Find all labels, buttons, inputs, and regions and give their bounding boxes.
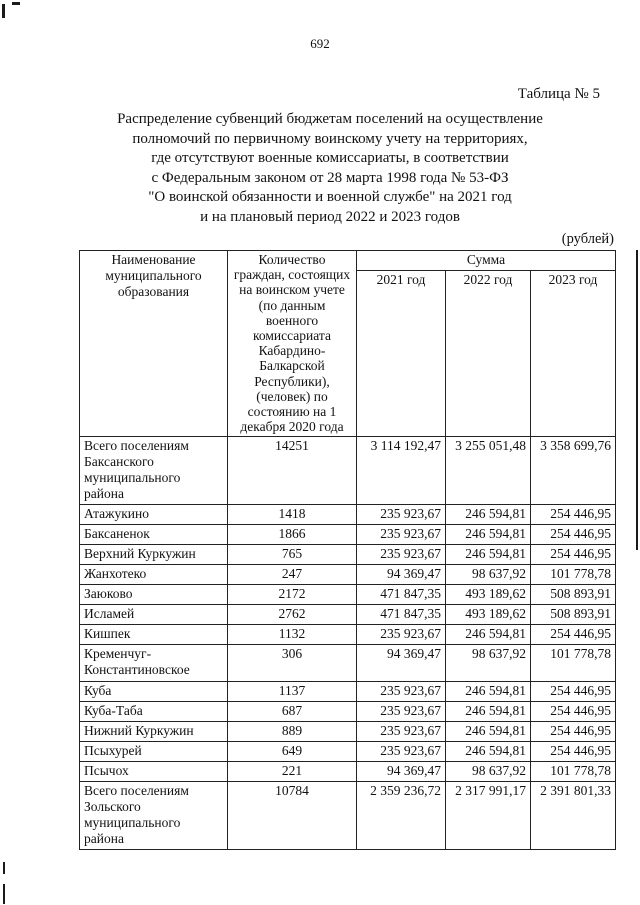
cell-count: 765	[228, 545, 357, 565]
cell-2021: 94 369,47	[357, 645, 446, 682]
cell-2022: 98 637,92	[446, 565, 531, 585]
cell-2023: 2 391 801,33	[531, 782, 616, 850]
table-row	[80, 762, 616, 782]
cell-name: Атажукино	[80, 505, 228, 525]
header-sum: Сумма	[357, 251, 616, 271]
cell-2023: 508 893,91	[531, 605, 616, 625]
cell-2021: 235 923,67	[357, 545, 446, 565]
table-row	[80, 625, 616, 645]
cell-2021: 3 114 192,47	[357, 437, 446, 505]
cell-count: 889	[228, 722, 357, 742]
table-row	[80, 645, 616, 682]
cell-2022: 98 637,92	[446, 762, 531, 782]
cell-2021: 235 923,67	[357, 682, 446, 702]
cell-2023: 254 446,95	[531, 702, 616, 722]
cell-2022: 2 317 991,17	[446, 782, 531, 850]
cell-count: 306	[228, 645, 357, 682]
cell-2022: 246 594,81	[446, 525, 531, 545]
table-label: Таблица № 5	[517, 86, 600, 102]
title-line: полномочий по первичному воинскому учету на территориях,	[132, 130, 528, 147]
cell-name: Заюково	[80, 585, 228, 605]
cell-name: Псыхурей	[80, 742, 228, 762]
table-row	[80, 545, 616, 565]
header-count: Количество граждан, состоящих на воинском учете (по данным военного комиссариата Кабардино-Балкарской Республики), (человек) по состоянию на 1 декабря 2020 года	[228, 251, 357, 437]
title-line: "О воинской обязанности и военной службе" на 2021 год	[148, 189, 512, 205]
cell-count: 687	[228, 702, 357, 722]
cell-2021: 235 923,67	[357, 742, 446, 762]
units-label: (рублей)	[561, 231, 614, 247]
cell-count: 2762	[228, 605, 357, 625]
header-2021: 2021 год	[357, 271, 446, 437]
cell-name: Нижний Куркужин	[80, 722, 228, 742]
cell-2023: 254 446,95	[531, 505, 616, 525]
title-line: Распределение субвенций бюджетам поселений на осуществление	[117, 111, 543, 127]
cell-2023: 101 778,78	[531, 565, 616, 585]
cell-2021: 471 847,35	[357, 605, 446, 625]
table-row	[80, 505, 616, 525]
cell-2022: 246 594,81	[446, 682, 531, 702]
scan-edge-mark-top	[12, 2, 20, 5]
cell-count: 1137	[228, 682, 357, 702]
cell-2023: 3 358 699,76	[531, 437, 616, 505]
cell-2022: 493 189,62	[446, 605, 531, 625]
cell-2021: 235 923,67	[357, 505, 446, 525]
cell-2022: 246 594,81	[446, 545, 531, 565]
cell-count: 1418	[228, 505, 357, 525]
cell-2023: 101 778,78	[531, 762, 616, 782]
table-row	[80, 605, 616, 625]
cell-2023: 101 778,78	[531, 645, 616, 682]
cell-name: Псычох	[80, 762, 228, 782]
cell-count: 221	[228, 762, 357, 782]
cell-2023: 508 893,91	[531, 585, 616, 605]
header-name: Наименование муниципального образования	[80, 251, 228, 437]
title-line: и на плановый период 2022 и 2023 годов	[200, 208, 460, 225]
title-line: с Федеральным законом от 28 марта 1998 года № 53-ФЗ	[151, 169, 509, 186]
page-number: 692	[310, 36, 330, 51]
cell-name: Баксаненок	[80, 525, 228, 545]
table-row	[80, 565, 616, 585]
header-2023: 2023 год	[531, 271, 616, 437]
document-title	[60, 110, 600, 227]
cell-2023: 254 446,95	[531, 525, 616, 545]
cell-2022: 246 594,81	[446, 505, 531, 525]
subvention-table	[79, 250, 616, 850]
cell-count: 247	[228, 565, 357, 585]
cell-2022: 493 189,62	[446, 585, 531, 605]
cell-name: Верхний Куркужин	[80, 545, 228, 565]
scan-edge-mark-bottom-left-2	[3, 884, 5, 904]
cell-2021: 235 923,67	[357, 625, 446, 645]
table-row	[80, 585, 616, 605]
cell-name: Куба	[80, 682, 228, 702]
cell-2023: 254 446,95	[531, 722, 616, 742]
cell-2021: 235 923,67	[357, 525, 446, 545]
cell-name: Жанхотеко	[80, 565, 228, 585]
title-line: где отсутствуют военные комиссариаты, в соответствии	[151, 150, 509, 166]
cell-count: 1866	[228, 525, 357, 545]
cell-name: Куба-Таба	[80, 702, 228, 722]
cell-2022: 98 637,92	[446, 645, 531, 682]
cell-count: 14251	[228, 437, 357, 505]
cell-name: Кременчуг-Константиновское	[80, 645, 228, 682]
cell-2022: 246 594,81	[446, 625, 531, 645]
header-2022: 2022 год	[446, 271, 531, 437]
cell-2022: 246 594,81	[446, 722, 531, 742]
cell-2021: 235 923,67	[357, 702, 446, 722]
cell-count: 2172	[228, 585, 357, 605]
cell-name: Всего поселениям Зольского муниципального района	[80, 782, 228, 850]
cell-2021: 2 359 236,72	[357, 782, 446, 850]
cell-2022: 246 594,81	[446, 702, 531, 722]
table-row	[80, 437, 616, 505]
cell-2021: 94 369,47	[357, 762, 446, 782]
cell-2022: 3 255 051,48	[446, 437, 531, 505]
cell-2021: 235 923,67	[357, 722, 446, 742]
cell-2023: 254 446,95	[531, 545, 616, 565]
cell-name: Исламей	[80, 605, 228, 625]
cell-count: 649	[228, 742, 357, 762]
cell-name: Кишпек	[80, 625, 228, 645]
scan-edge-mark-right	[636, 250, 638, 550]
table-row	[80, 682, 616, 702]
table-row	[80, 525, 616, 545]
cell-2022: 246 594,81	[446, 742, 531, 762]
cell-2021: 471 847,35	[357, 585, 446, 605]
cell-count: 1132	[228, 625, 357, 645]
table-row	[80, 742, 616, 762]
cell-name: Всего поселениям Баксанского муниципального района	[80, 437, 228, 505]
cell-count: 10784	[228, 782, 357, 850]
scan-edge-mark-bottom-left	[3, 862, 5, 874]
table-row	[80, 722, 616, 742]
table-row	[80, 702, 616, 722]
cell-2023: 254 446,95	[531, 682, 616, 702]
table-row	[80, 782, 616, 850]
cell-2023: 254 446,95	[531, 742, 616, 762]
cell-2021: 94 369,47	[357, 565, 446, 585]
cell-2023: 254 446,95	[531, 625, 616, 645]
scan-edge-mark-top-left	[2, 4, 5, 18]
